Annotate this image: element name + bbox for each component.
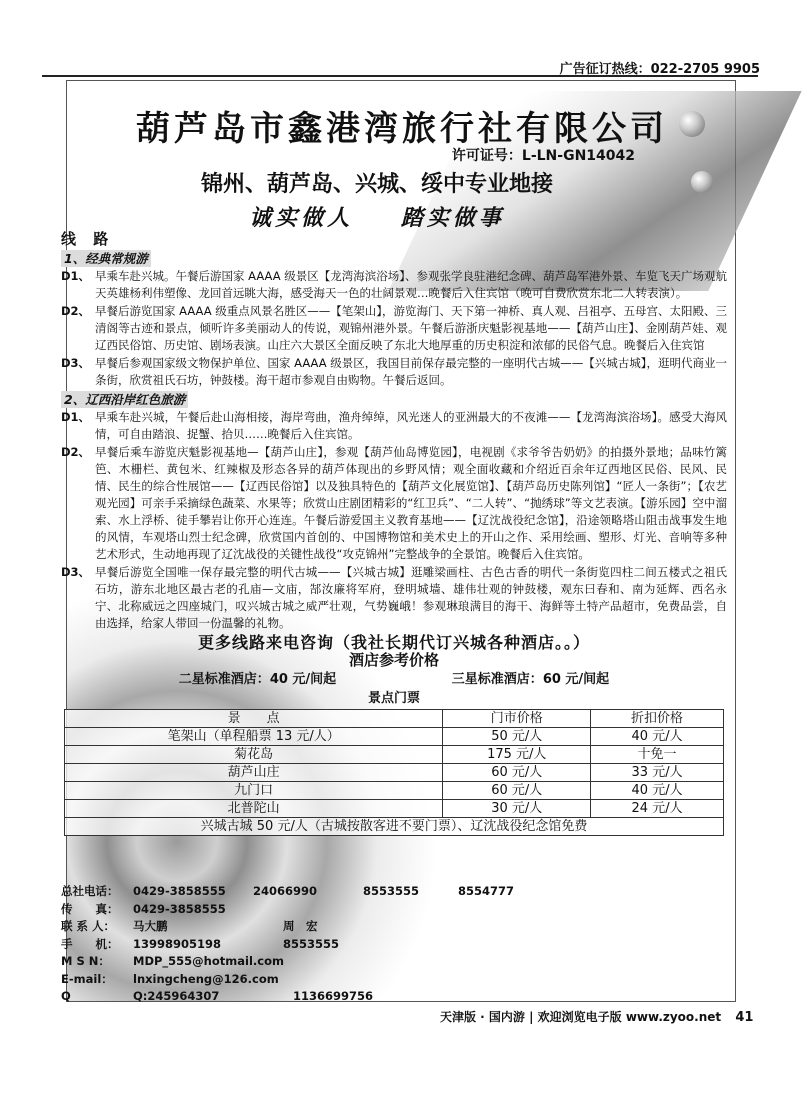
route-day: D1、 早乘车赴兴城。午餐后游国家 AAAA 级景区【龙湾海滨浴场】、参观张学良驻港纪念碑、葫芦岛军港外景、车览飞天广场观航天英雄杨利伟塑像、龙回首远眺大海，感受海天一色的壮阔景观…晚餐后入住宾馆（晚可自费欣赏东北二人转表演）。 (61, 269, 727, 300)
hotel-prices (61, 671, 727, 688)
motto-left: 诚实做人 (249, 205, 354, 231)
table-footer-row: 兴城古城 50 元/人（古城按散客进不要门票）、辽沈战役纪念馆免费 (65, 818, 724, 836)
tagline: 锦州、葫芦岛、兴城、绥中专业地接 (200, 171, 553, 197)
mobile-row: 手 机： 13998905198 8553555 (61, 936, 340, 951)
routes-heading: 线 路 (61, 230, 115, 248)
main-content (61, 231, 727, 836)
route-day: D1、 早乘车赴兴城，午餐后赴山海相接，海岸弯曲，渔舟绰绰，风光迷人的亚洲最大的不夜滩——【龙湾海滨浴场】。感受大海风情，可自由踏浪、捉蟹、拾贝……晚餐后入住宾馆。 (61, 410, 727, 441)
hotel-price: 二星标准酒店：40 元/间起 (178, 672, 337, 687)
table-row: 九门口 60 元/人 40 元/人 (65, 782, 724, 800)
contact-person-row: 联 系 人： 马大鹏 周 宏 (61, 919, 318, 933)
route-day: D2、 早餐后乘车游览庆魁影视基地—【葫芦山庄】，参观【葫芦仙岛博览园】，电视剧《求爷爷告奶奶》的拍摄外景地；品味竹篱笆、木栅栏、黄包米、红辣椒及形态各异的葫芦体现出的乡野风情；观全面收藏和介绍近百余年辽西地区民俗、民风、民情、民生的综合性展馆——【辽西民俗馆】以及独具特色的【葫芦文化展览馆】、【葫芦岛历史陈列馆】“匠人一条街”；【农艺观光园】可亲手采摘绿色蔬菜、水果等；欣赏山庄剧团精彩的“红卫兵”、“二人转”、“抛绣球”等文艺表演。【游乐园】空中溜索、水上浮桥、徒手攀岩让你开心连连。午餐后游爱国主义教育基地——【辽沈战役纪念馆】，沿途领略塔山阻击战事发生地的风情，车观塔山烈士纪念碑，欣赏国内首创的、中国博物馆和美术史上的开山之作、采用绘画、塑形、灯光、音响等多种艺术形式，生动地再现了辽沈战役的关键性战役“攻克锦州”完整战争的全景馆。晚餐后入住宾馆。 (61, 445, 727, 561)
table-row: 菊花岛 175 元/人 十免一 (65, 746, 724, 764)
route-day: D3、 早餐后游览全国唯一保存最完整的明代古城——【兴城古城】逛雕梁画柱、古色古香的明代一条街览四柱二间五楼式之祖氏石坊，游东北地区最古老的孔庙—文庙，郜汝廉将军府，登明城墙、雄伟壮观的钟鼓楼，观东曰春和、南为延辉、西名永宁、北称威远之四座城门，叹兴城古城之威严壮观，气势巍峨！参观琳琅满目的海干、海鲜等土特产品超市，免费品尝，自由选择，给家人带回一份温馨的礼物。 (61, 565, 727, 630)
advert-frame (61, 80, 736, 1003)
table-header-row (65, 710, 724, 728)
column-header: 景 点 (65, 710, 443, 728)
table-row: 笔架山（单程船票 13 元/人） 50 元/人 40 元/人 (65, 728, 724, 746)
phone-row: 总社电话： 0429-3858555 24066990 8553555 8554777 (61, 884, 515, 898)
contact-block (61, 883, 761, 1006)
route-category: 1、经典常规游 (61, 250, 727, 267)
page-footer (440, 1008, 753, 1025)
email-row: E-mail： lnxingcheng@126.com (61, 971, 279, 986)
footer-text: 天津版 · 国内游 | 欢迎浏览电子版 www.zyoo.net (440, 1010, 722, 1024)
ad-hotline: 广告征订热线：022-2705 9905 (559, 62, 760, 77)
license-number: 许可证号：L-LN-GN14042 (451, 148, 635, 164)
table-row: 葫芦山庄 60 元/人 33 元/人 (65, 764, 724, 782)
table-row: 北普陀山 30 元/人 24 元/人 (65, 800, 724, 818)
more-routes-note: 更多线路来电咨询（我社长期代订兴城各种酒店。。） (197, 633, 590, 652)
top-divider (42, 75, 758, 77)
motto-right: 踏实做事 (400, 205, 505, 231)
qq-row: Q Q:245964307 1136699756 (61, 989, 374, 1003)
motto (67, 201, 687, 232)
ticket-table (64, 709, 724, 836)
company-name: 葫芦岛市鑫港湾旅行社有限公司 (136, 109, 668, 149)
column-header: 折扣价格 (591, 710, 724, 728)
route-day: D2、 早餐后游览国家 AAAA 级重点风景名胜区——【笔架山】，游览海门、天下第一神桥、真人观、吕祖亭、五母宫、太阳殿、三清阁等古迹和景点，倾听许多美丽动人的传说，观锦州港外景。午餐后游浙庆魁影视基地——【葫芦山庄】、金刚葫芦娃、观辽西民俗馆、历史馆、剧场表演。山庄六大景区全面反映了东北大地厚重的历史积淀和浓郁的民俗气息。晚餐后入住宾馆 (61, 304, 727, 352)
water-drop-icon (679, 111, 705, 137)
hotel-heading: 酒店参考价格 (348, 651, 439, 669)
msn-row: M S N： MDP_555@hotmail.com (61, 954, 284, 968)
tickets-heading: 景点门票 (367, 691, 420, 706)
column-header: 门市价格 (443, 710, 591, 728)
hotel-price: 三星标准酒店：60 元/间起 (451, 672, 610, 687)
route-category: 2、辽西沿岸红色旅游 (61, 391, 727, 408)
fax-row: 传 真： 0429-3858555 (61, 901, 226, 916)
route-day: D3、 早餐后参观国家级文物保护单位、国家 AAAA 级景区，我国目前保存最完整的一座明代古城——【兴城古城】，逛明代商业一条街，欣赏祖氏石坊，钟鼓楼。海干超市参观自由购物。午餐后返回。 (61, 356, 727, 387)
page-number: 41 (735, 1010, 754, 1025)
water-drop-icon (691, 171, 713, 193)
